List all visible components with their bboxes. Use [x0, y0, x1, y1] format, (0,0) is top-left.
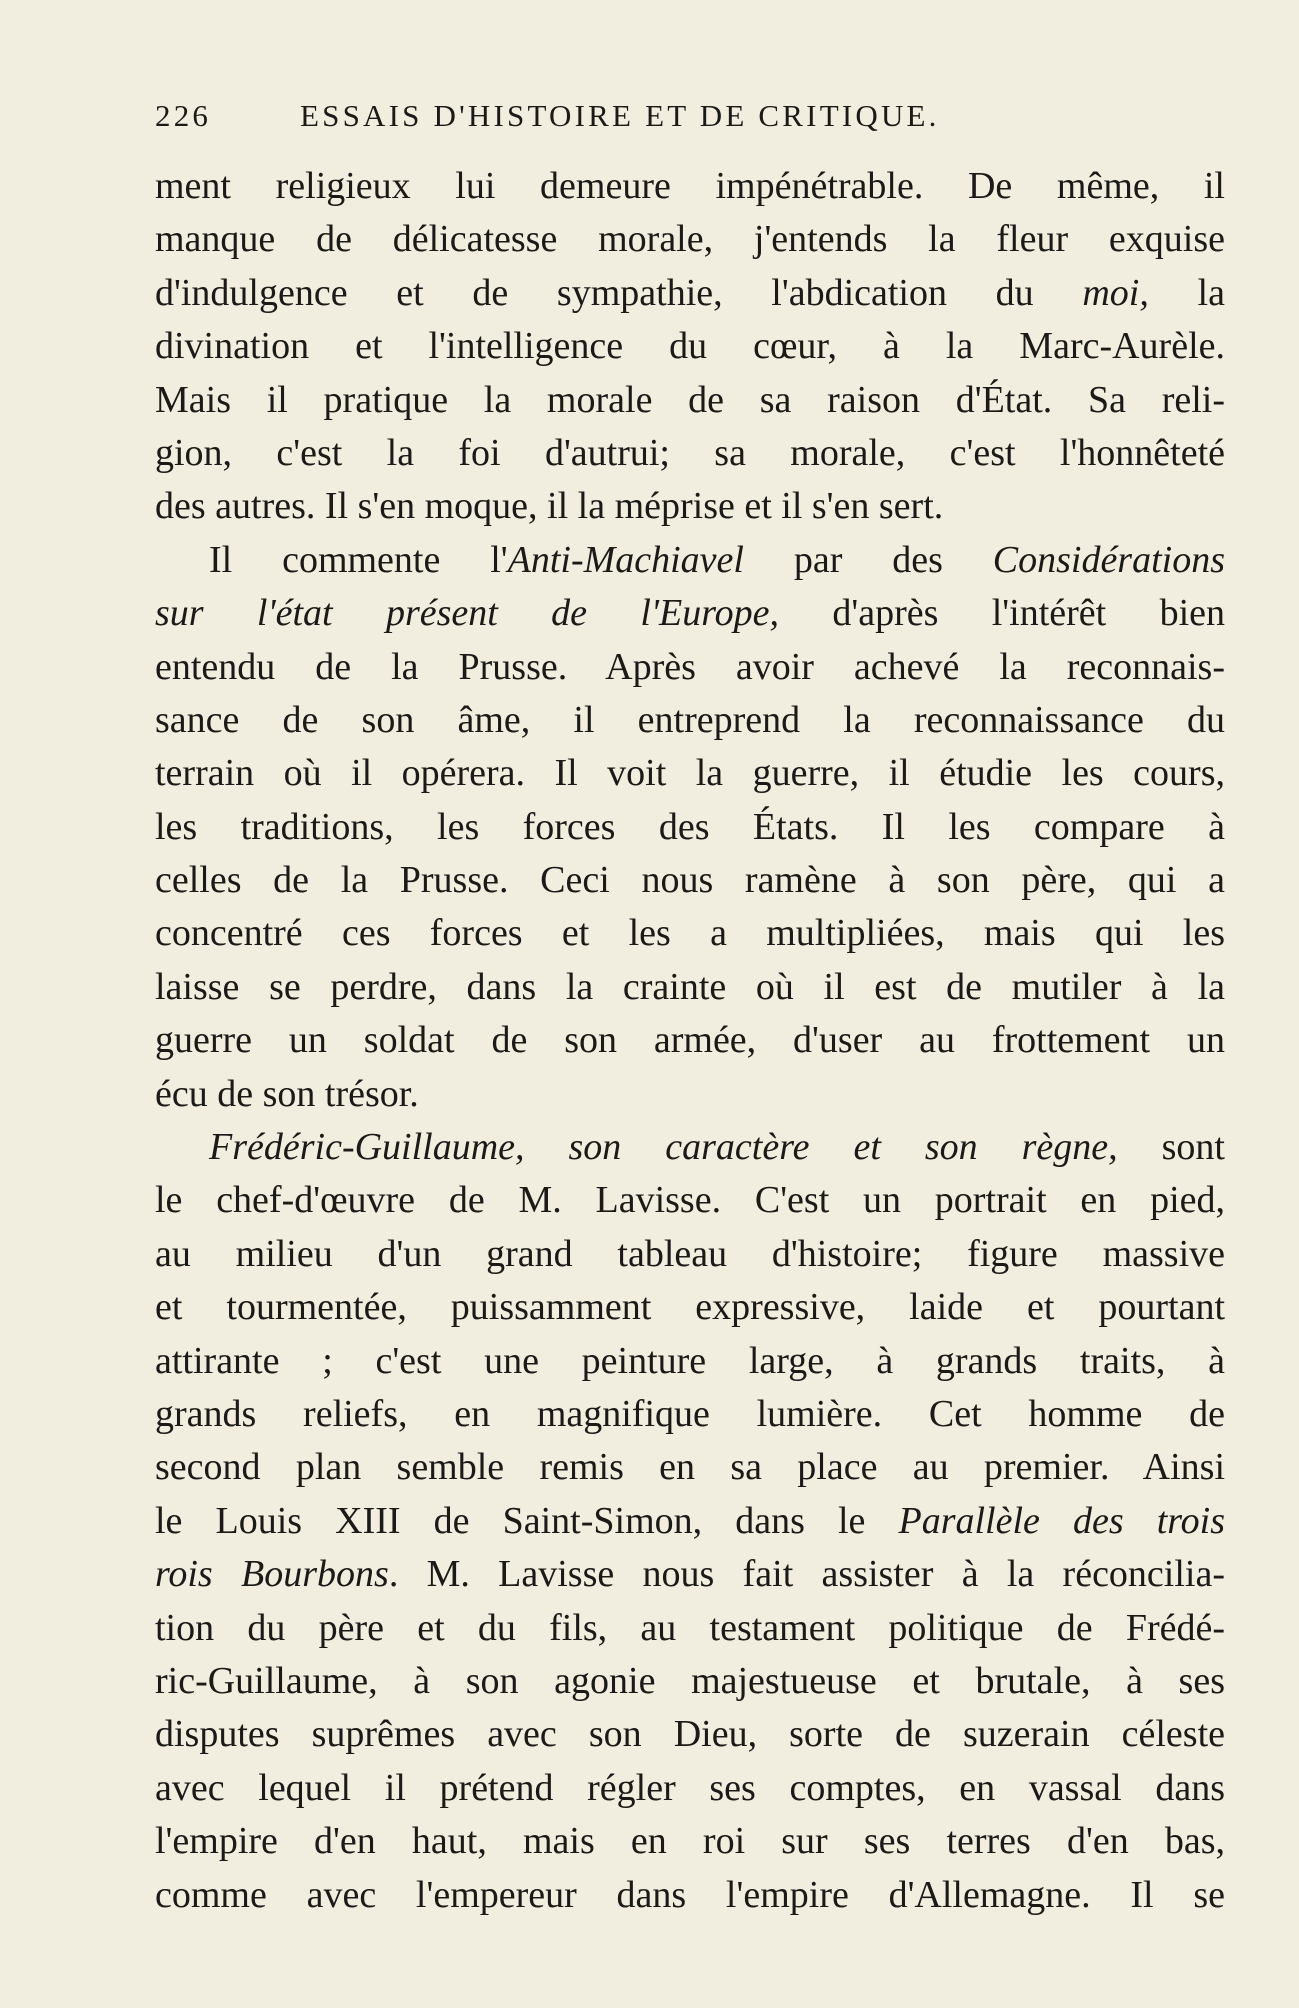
text-line: [155, 534, 1225, 587]
running-head: [155, 98, 1245, 138]
text-segment: terrain où il opérera. Il voit la guerre, il étudie les cours,: [155, 752, 1225, 795]
text-segment: d'indulgence et de sympathie, l'abdication du: [155, 271, 1083, 314]
text-line: [155, 854, 1225, 907]
text-line: [155, 1174, 1225, 1227]
text-line: [155, 747, 1225, 800]
text-segment: divination et l'intelligence du cœur, à la Marc-Aurèle.: [155, 325, 1225, 368]
text-segment: des autres. Il s'en moque, il la méprise et il s'en sert.: [155, 485, 944, 528]
text-line: [155, 961, 1225, 1014]
text-segment: comme avec l'empereur dans l'empire d'Allemagne. Il se: [155, 1873, 1225, 1916]
text-line: [155, 1121, 1225, 1174]
text-segment: l'empire d'en haut, mais en roi sur ses terres d'en bas,: [155, 1820, 1225, 1863]
italic-text: Frédéric-Guillaume, son caractère et son règne,: [209, 1126, 1118, 1169]
body-text: [155, 160, 1225, 1922]
text-segment: la: [1148, 271, 1225, 314]
text-line: [155, 1602, 1225, 1655]
text-line: [155, 160, 1225, 213]
italic-text: moi,: [1082, 271, 1149, 314]
italic-text: sur l'état présent de l'Europe,: [155, 592, 780, 635]
italic-text: rois Bourbons: [155, 1553, 389, 1596]
text-line: [155, 1281, 1225, 1334]
text-line: [155, 1708, 1225, 1761]
text-segment: et tourmentée, puissamment expressive, laide et pourtant: [155, 1286, 1225, 1329]
text-line: [155, 1068, 1225, 1121]
text-line: [155, 1441, 1225, 1494]
text-line: [155, 1762, 1225, 1815]
text-segment: disputes suprêmes avec son Dieu, sorte de suzerain céleste: [155, 1713, 1225, 1756]
text-segment: les traditions, les forces des États. Il les compare à: [155, 805, 1225, 848]
text-segment: attirante ; c'est une peinture large, à grands traits, à: [155, 1339, 1225, 1382]
text-segment: Il commente l': [209, 538, 508, 581]
text-segment: second plan semble remis en sa place au premier. Ainsi: [155, 1446, 1225, 1489]
text-segment: ment religieux lui demeure impénétrable. De même, il: [155, 165, 1225, 207]
text-segment: le Louis XIII de Saint-Simon, dans le: [155, 1499, 899, 1542]
page-number: 226: [155, 98, 212, 133]
text-line: [155, 1495, 1225, 1548]
text-segment: laisse se perdre, dans la crainte où il est de mutiler à la: [155, 965, 1225, 1008]
text-segment: entendu de la Prusse. Après avoir achevé la reconnais-: [155, 645, 1225, 688]
text-line: [155, 1228, 1225, 1281]
text-segment: le chef-d'œuvre de M. Lavisse. C'est un portrait en pied,: [155, 1179, 1225, 1222]
text-line: [155, 374, 1225, 427]
text-segment: grands reliefs, en magnifique lumière. Cet homme de: [155, 1392, 1225, 1435]
italic-text: Parallèle des trois: [898, 1499, 1226, 1542]
text-segment: ric-Guillaume, à son agonie majestueuse et brutale, à ses: [155, 1659, 1225, 1702]
text-segment: guerre un soldat de son armée, d'user au frottement un: [155, 1019, 1225, 1062]
text-line: [155, 213, 1225, 266]
text-line: [155, 907, 1225, 960]
text-line: [155, 641, 1225, 694]
text-line: [155, 1815, 1225, 1868]
text-line: [155, 1014, 1225, 1067]
text-line: [155, 694, 1225, 747]
text-line: [155, 320, 1225, 373]
text-line: [155, 1335, 1225, 1388]
text-line: [155, 1388, 1225, 1441]
text-segment: par des: [743, 538, 993, 581]
text-line: [155, 1869, 1225, 1922]
italic-text: Anti-Machiavel: [507, 538, 744, 581]
text-segment: au milieu d'un grand tableau d'histoire; figure massive: [155, 1232, 1225, 1275]
text-segment: manque de délicatesse morale, j'entends la fleur exquise: [155, 218, 1225, 261]
text-line: [155, 587, 1225, 640]
text-line: [155, 427, 1225, 480]
text-segment: avec lequel il prétend régler ses comptes, en vassal dans: [155, 1766, 1225, 1809]
text-segment: tion du père et du fils, au testament politique de Frédé-: [155, 1606, 1225, 1649]
text-segment: celles de la Prusse. Ceci nous ramène à son père, qui a: [155, 859, 1225, 902]
text-segment: sont: [1117, 1126, 1225, 1169]
text-line: [155, 1655, 1225, 1708]
text-segment: Mais il pratique la morale de sa raison d'État. Sa reli-: [155, 378, 1225, 421]
text-segment: . M. Lavisse nous fait assister à la réconcilia-: [388, 1553, 1225, 1596]
running-title: ESSAIS D'HISTOIRE ET DE CRITIQUE.: [300, 98, 940, 133]
text-segment: gion, c'est la foi d'autrui; sa morale, c'est l'honnêteté: [155, 431, 1225, 474]
text-segment: écu de son trésor.: [155, 1072, 419, 1115]
text-segment: d'après l'intérêt bien: [779, 592, 1225, 635]
text-line: [155, 1548, 1225, 1601]
text-line: [155, 801, 1225, 854]
text-line: [155, 480, 1225, 533]
text-segment: sance de son âme, il entreprend la reconnaissance du: [155, 698, 1225, 741]
italic-text: Considérations: [992, 538, 1225, 581]
text-segment: concentré ces forces et les a multipliées, mais qui les: [155, 912, 1225, 955]
text-line: [155, 267, 1225, 320]
